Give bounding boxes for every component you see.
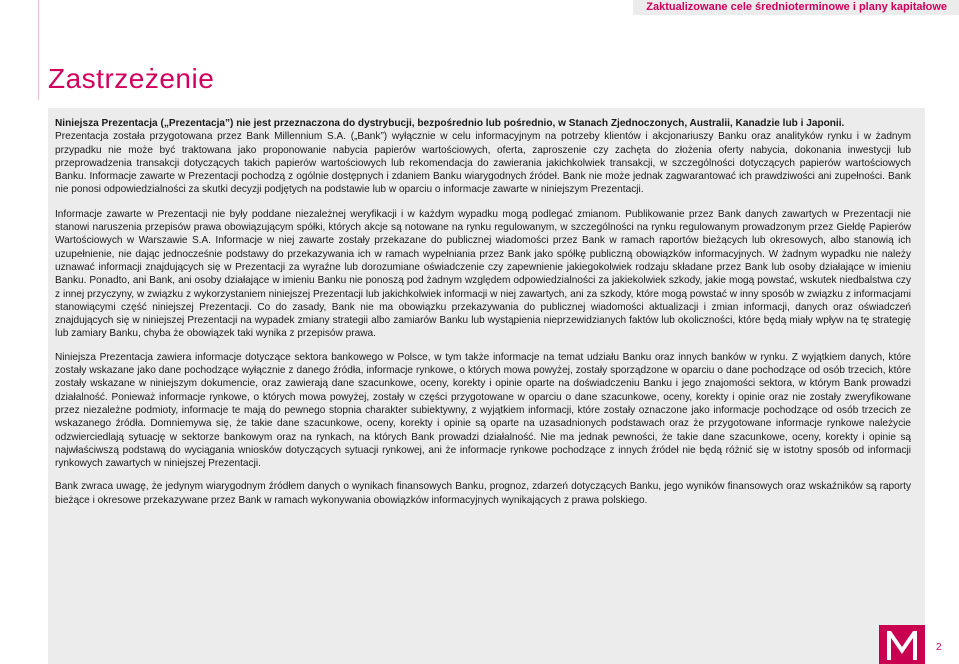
disclaimer-paragraph: Prezentacja została przygotowana przez Bank Millennium S.A. („Bank”) wyłącznie w celu informacyjnym na potrzeby klientów i akcjonariuszy Banku oraz analityków rynku i w żadnym przypadku nie może być traktowana jako proponowanie nabycia papierów wartościowych, oferta, zaproszenie czy zachęta do złożenia oferty nabycia, dokonania inwestycji lub przeprowadzenia transakcji dotyczących takich papierów wartościowych lub rekomendacja do zawierania jakichkolwiek transakcji, w szczególności dotyczących papierów wartościowych Banku. Informacje zawarte w Prezentacji pochodzą z ogólnie dostępnych i zdaniem Banku wiarygodnych źródeł. Bank nie może jednak zagwarantować ich prawdziwości ani zupełności. Bank nie ponosi odpowiedzialności za skutki decyzji podjętych na podstawie lub w oparciu o informacje zawarte w niniejszym Prezentacji. (55, 131, 911, 196)
millennium-m-logo-icon (879, 625, 925, 664)
header-band (633, 0, 959, 15)
disclaimer-text (55, 117, 911, 517)
page-number: 2 (936, 642, 942, 653)
disclaimer-paragraph: Informacje zawarte w Prezentacji nie były poddane niezależnej weryfikacji i w każdym wypadku mogą podlegać zmianom. Publikowanie przez Bank danych zawartych w Prezentacji nie stanowi naruszenia przepisów prawa obowiązującym spółki, których akcje są notowane na rynku regulowanym, w szczególności na rynku regulowanym prowadzonym przez Giełdę Papierów Wartościowych w Warszawie S.A. Informacje w niej zawarte zostały przekazane do publicznej wiadomości przez Bank w ramach raportów bieżących lub okresowych, albo stanowią ich uzupełnienie, nie dając jednocześnie podstawy do przekazywania ich w ramach wypełniania przez Bank jako spółkę publiczną obowiązków informacyjnych. W żadnym wypadku nie należy uznawać informacji znajdujących się w Prezentacji za wyraźne lub dorozumiane oświadczenie czy zapewnienie jakiegokolwiek rodzaju składane przez Bank lub osoby działające w imieniu Banku. Ponadto, ani Bank, ani osoby działające w imieniu Banku nie ponoszą pod żadnym względem odpowiedzialności za jakiekolwiek szkody, jakie mogą powstać, wskutek niedbalstwa czy z innej przyczyny, w związku z wykorzystaniem niniejszej Prezentacji lub jakichkolwiek informacji w niej zawartych, ani za szkody, które mogą powstać w inny sposób w związku z informacjami stanowiącymi część niniejszej Prezentacji. Co do zasady, Bank nie ma obowiązku przekazywania do publicznej wiadomości aktualizacji i zmian informacji, danych oraz oświadczeń znajdujących się w niniejszej Prezentacji na wypadek zmiany strategii albo zamiarów Banku lub wystąpienia nieprzewidzianych faktów lub okoliczności, które będą miały wpływ na tę strategię lub zamiary Banku, chyba że obowiązek taki wynika z przepisów prawa. (55, 208, 911, 340)
disclaimer-paragraph: Bank zwraca uwagę, że jedynym wiarygodnym źródłem danych o wynikach finansowych Banku, prognoz, zdarzeń dotyczących Banku, jego wyników finansowych oraz wskaźników są raporty bieżące i okresowe przekazywane przez Bank w ramach wykonywania obowiązków informacyjnych wynikających z prawa polskiego. (55, 481, 911, 506)
decorative-rule (38, 0, 39, 100)
disclaimer-intro: Niniejsza Prezentacja („Prezentacja”) nie jest przeznaczona do dystrybucji, bezpośrednio lub pośrednio, w Stanach Zjednoczonych, Australii, Kanadzie lub i Japonii. (55, 118, 845, 129)
disclaimer-paragraph: Niniejsza Prezentacja zawiera informacje dotyczące sektora bankowego w Polsce, w tym także informacje na temat udziału Banku oraz innych banków w rynku. Z wyjątkiem danych, które zostały wskazane jako dane pochodzące wyłącznie z danego źródła, informacje rynkowe, o których mowa powyżej, zostały sporządzone w oparciu o dane pochodzące od osób trzecich, które zostały wskazane w niniejszym dokumencie, oraz zawierają dane szacunkowe, oceny, korekty i opinie oparte na doświadczeniu Banku i jego znajomości sektora, w którym Bank prowadzi działalność. Ponieważ informacje rynkowe, o których mowa powyżej, zostały w części przygotowane w oparciu o dane szacunkowe, oceny, korekty i opinie oraz nie zostały zweryfikowane przez niezależne podmioty, informacje te mają do pewnego stopnia charakter subiektywny, z wyjątkiem informacji, które zostały oznaczone jako informacje pochodzące od osób trzecich ze wskazanego źródła. Domniemywa się, że takie dane szacunkowe, oceny, korekty i opinie są oparte na uzasadnionych podstawach oraz że przygotowane informacje rynkowe należycie odzwierciedlają sytuację w sektorze bankowym oraz na rynkach, na których Bank prowadzi działalność. Nie ma jednak pewności, że takie dane szacunkowe, oceny, korekty i opinie są najwłaściwszą podstawą do wyciągania wniosków dotyczących sytuacji rynkowej, ani że informacje rynkowe pochodzące z innych źródeł nie będą różnić się w istotny sposób od informacji rynkowych zawartych w niniejszej Prezentacji. (55, 351, 911, 470)
section-title: Zaktualizowane cele średnioterminowe i plany kapitałowe (646, 1, 947, 13)
page-title: Zastrzeżenie (48, 63, 215, 94)
millennium-logo (879, 625, 925, 664)
